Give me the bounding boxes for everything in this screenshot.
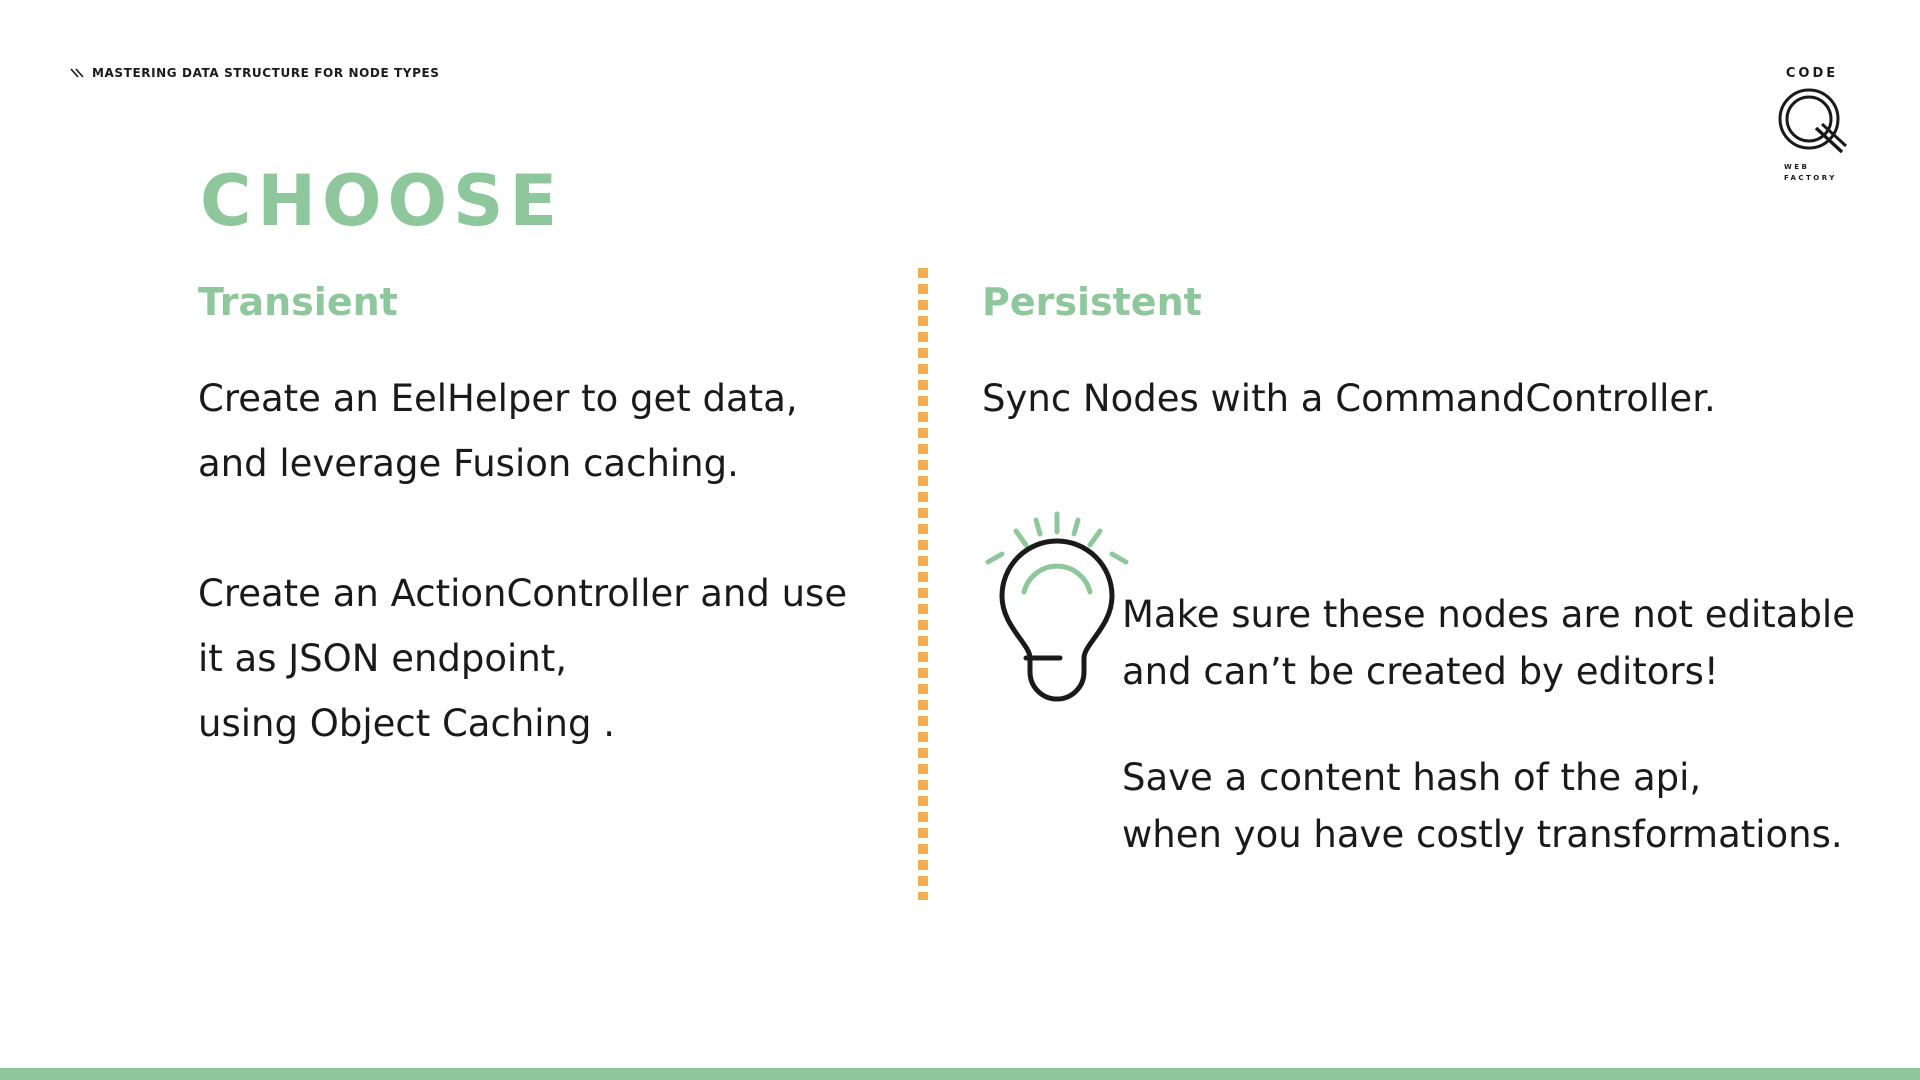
q-logo-icon (1776, 86, 1848, 158)
tip-content-hash (1122, 749, 1843, 863)
lightbulb-icon (980, 508, 1130, 708)
logo-factory: FACTORY (1784, 174, 1837, 182)
code-q-logo (1772, 66, 1852, 186)
text-line: Create an ActionController and use (198, 572, 848, 615)
text-line: it as JSON endpoint, (198, 637, 568, 680)
transient-paragraph-1 (198, 366, 798, 496)
tip-not-editable (1122, 586, 1855, 700)
text-line: Sync Nodes with a CommandController. (982, 377, 1716, 420)
logo-top-text: CODE (1785, 66, 1839, 81)
transient-paragraph-2 (198, 561, 847, 756)
text-line: Save a content hash of the api, (1122, 756, 1702, 799)
text-line: and can’t be created by editors! (1122, 650, 1719, 693)
heading-persistent: Persistent (982, 280, 1202, 324)
text-line: and leverage Fusion caching. (198, 442, 739, 485)
double-slash-icon (70, 68, 86, 78)
breadcrumb-label: MASTERING DATA STRUCTURE FOR NODE TYPES (92, 66, 440, 80)
breadcrumb (70, 66, 440, 80)
persistent-paragraph-1 (982, 366, 1716, 431)
footer-bar (0, 1068, 1920, 1080)
heading-transient: Transient (198, 280, 398, 324)
text-line: using Object Caching . (198, 702, 616, 745)
column-divider (918, 268, 928, 900)
logo-bottom-text (1784, 162, 1837, 184)
text-line: Make sure these nodes are not editable (1122, 593, 1855, 636)
page-title: CHOOSE (200, 160, 564, 242)
logo-web: WEB (1784, 163, 1810, 171)
text-line: when you have costly transformations. (1122, 813, 1843, 856)
text-line: Create an EelHelper to get data, (198, 377, 798, 420)
